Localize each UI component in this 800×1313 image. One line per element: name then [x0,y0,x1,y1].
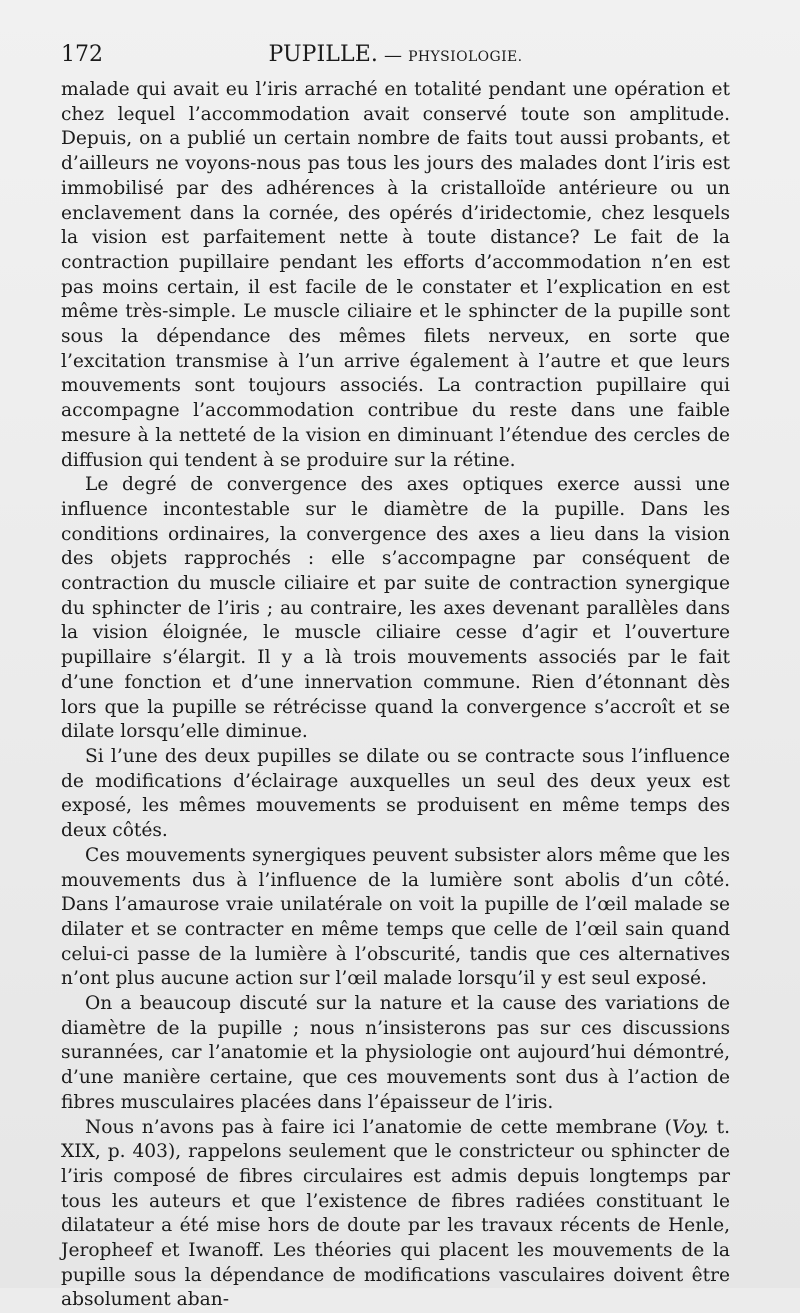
paragraph-discussion: On a beaucoup discuté sur la nature et la cause des variations de diamètre de la pupille ; nous n’insisterons pas sur ces discussions surannées, car l’anatomie et la physiologie ont aujourd’hui démontré, d’une manière certaine, que ces mouvements sont dus à l’action de fibres musculaires placées dans l’épaisseur de l’iris. [61,993,730,1113]
paragraph-convergence: Le degré de convergence des axes optiques exerce aussi une influence incontestable sur le diamètre de la pupille. Dans les conditions ordinaires, la convergence des axes a lieu dans la vision des objets rapprochés : elle s’accompagne par conséquent de contraction du muscle ciliaire et par suite de contraction synergique du sphincter de l’iris ; au contraire, les axes devenant parallèles dans la vision éloignée, le muscle ciliaire cesse d’agir et l’ouverture pupillaire s’élargit. Il y a là trois mouvements associés par le fait d’une fonction et d’une innervation commune. Rien d’étonnant dès lors que la pupille se rétrécisse quand la convergence s’accroît et se dilate lorsqu’elle diminue. [61,474,730,743]
paragraph-continuation: malade qui avait eu l’iris arraché en totalité pendant une opération et chez lequel l’accommodation avait conservé toute son amplitude. Depuis, on a publié un certain nombre de faits tout aussi probants, et d’ailleurs ne voyons-nous pas tous les jours des malades dont l’iris est immobilisé par des adhérences à la cristalloïde antérieure ou un enclavement dans la cornée, des opérés d’iridectomie, chez lesquels la vision est parfaitement nette à toute distance? Le fait de la contraction pupillaire pendant les efforts d’accommodation n’en est pas moins certain, il est facile de le constater et l’explication en est même très-simple. Le muscle ciliaire et le sphincter de la pupille sont sous la dépendance des mêmes filets nerveux, en sorte que l’excitation transmise à l’un arrive également à l’autre et que leurs mouvements sont toujours associés. La contraction pupillaire qui accompagne l’accommodation contribue du reste dans une faible mesure à la netteté de la vision en diminuant l’étendue des cercles de diffusion qui tendent à se produire sur la rétine. [61,79,730,471]
running-head-title: PUPILLE. [268,42,378,67]
anatomy-text-rest: t. XIX, p. 403), rappelons seulement que le constricteur ou sphincter de l’iris composé de fibres circulaires est admis depuis longtemps par tous les auteurs et que l’existence de fibres radiées constituant le dilatateur a été mise hors de doute par les travaux récents de Henle, Jeropheef et Iwanoff. Les théories qui placent les mouvements de la pupille sous la dépendance de modifications vasculaires doivent être absolument aban- [61,1116,730,1311]
paragraph-synergy: Si l’une des deux pupilles se dilate ou se contracte sous l’influence de modifications d’éclairage auxquelles un seul des deux yeux est exposé, les mêmes mouvements se produisent en même temps des deux côtés. [61,745,730,842]
paragraph-anatomy [61,1116,730,1313]
anatomy-text-start: Nous n’avons pas à faire ici l’anatomie de cette membrane ( [85,1116,672,1138]
body-text [61,78,730,1313]
running-head-subtitle: PHYSIOLOGIE. [408,49,523,65]
page-header [61,40,730,70]
paragraph-amaurose: Ces mouvements synergiques peuvent subsister alors même que les mouvements dus à l’influence de la lumière sont abolis d’un côté. Dans l’amaurose vraie unilatérale on voit la pupille de l’œil malade se dilater et se contracter en même temps que celle de l’œil sain quand celui-ci passe de la lumière à l’obscurité, tandis que ces alternatives n’ont plus aucune action sur l’œil malade lorsqu’il y est seul exposé. [61,844,730,990]
page-number: 172 [61,42,103,67]
running-head-separator: — [383,45,403,66]
running-head [61,40,730,72]
anatomy-reference-italic: Voy. [671,1116,709,1138]
